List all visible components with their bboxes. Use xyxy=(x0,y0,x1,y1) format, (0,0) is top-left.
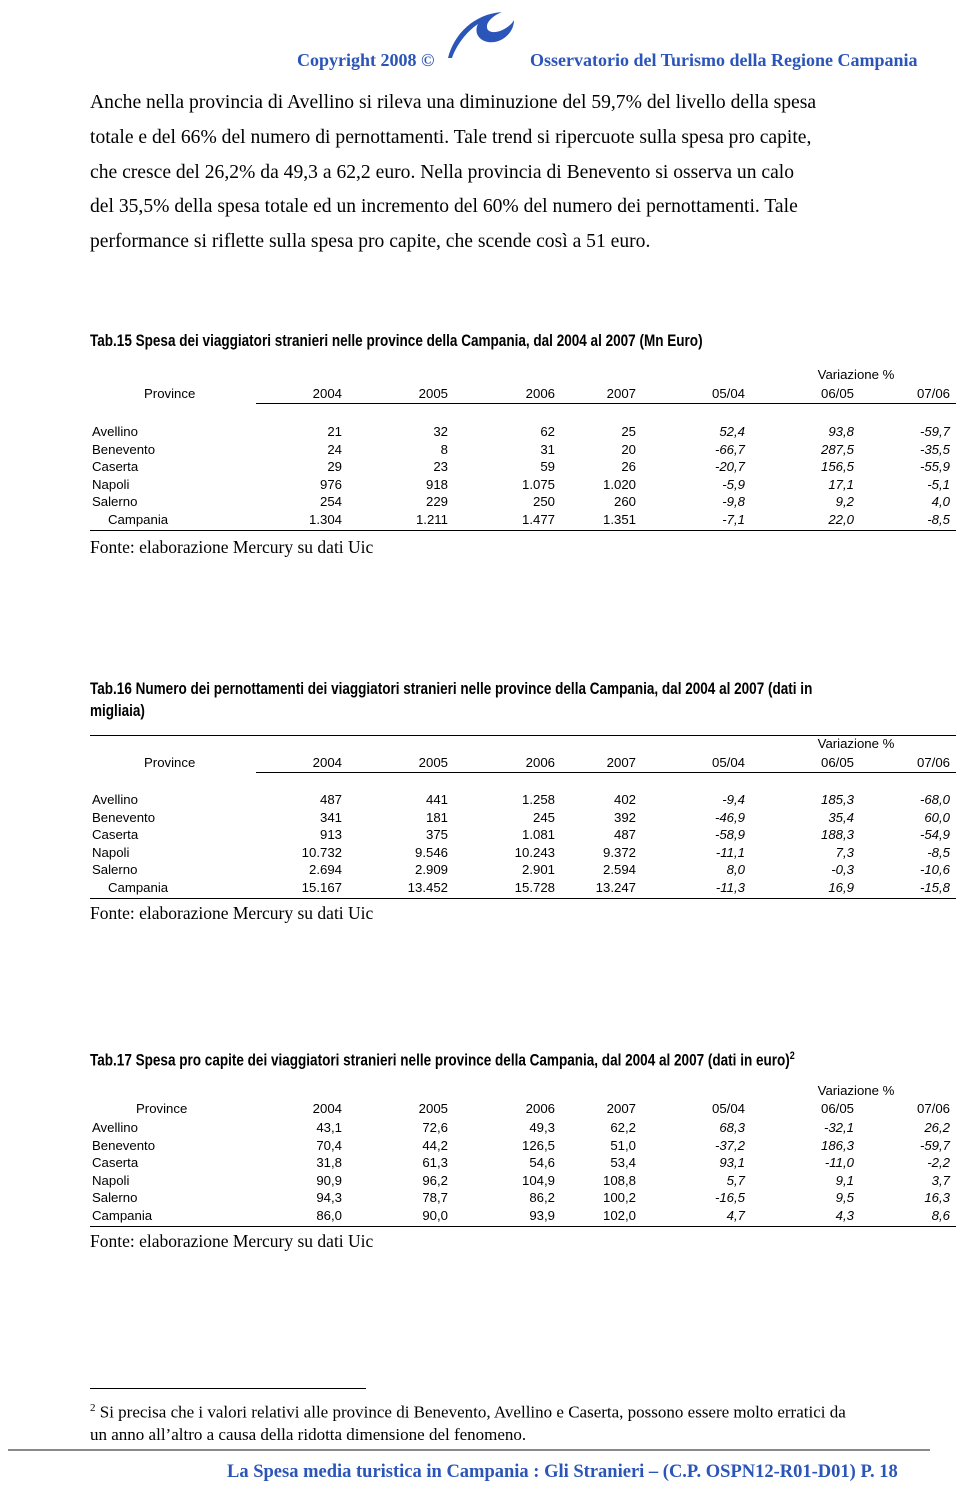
table-total-row xyxy=(90,879,956,897)
paragraph-line: che cresce del 26,2% da 49,3 a 62,2 euro. Nella provincia di Benevento si osserva un calo xyxy=(90,161,795,183)
table-cell: 96,2 xyxy=(422,1172,448,1188)
table-cell: 4,0 xyxy=(931,494,950,510)
table-total-row xyxy=(90,1207,956,1225)
table-cell: 31 xyxy=(540,441,555,457)
table-number: Tab.15 xyxy=(90,332,132,350)
column-header: 2006 xyxy=(525,386,555,401)
table-cell: 1.351 xyxy=(602,512,636,527)
table-cell: 32 xyxy=(433,424,448,439)
table-bottom-rule xyxy=(90,530,956,531)
table-cell: 1.075 xyxy=(521,476,555,492)
table-cell: -46,9 xyxy=(714,809,745,825)
table-cell: -35,5 xyxy=(919,441,950,457)
table-cell: 2.901 xyxy=(521,862,555,878)
table-cell: 62,2 xyxy=(610,1120,636,1135)
table-cell: 287,5 xyxy=(820,441,854,457)
table-header-row xyxy=(90,754,956,772)
table-cell: 9,2 xyxy=(835,494,854,510)
row-label: Avellino xyxy=(92,1120,138,1135)
row-label: Caserta xyxy=(92,1155,139,1171)
table-row xyxy=(90,1189,956,1207)
column-header-province: Province xyxy=(136,1101,188,1116)
table-row xyxy=(90,476,956,494)
table-cell: 250 xyxy=(532,494,555,510)
table-cell: 68,3 xyxy=(719,1120,745,1135)
table-cell: -5,9 xyxy=(722,476,745,492)
table-cell: 61,3 xyxy=(422,1155,448,1171)
table-cell: -5,1 xyxy=(927,476,950,492)
row-label: Caserta xyxy=(92,827,139,843)
table-cell: 86,2 xyxy=(529,1190,555,1206)
column-header: 2005 xyxy=(418,755,448,770)
table-cell: 1.258 xyxy=(521,792,555,807)
variazione-label: Variazione % xyxy=(817,367,895,382)
table-cell: 1.211 xyxy=(415,512,448,527)
table-15-source: Fonte: elaborazione Mercury su dati Uic xyxy=(90,537,374,557)
table-row xyxy=(90,458,956,476)
table-cell: -9,8 xyxy=(722,494,745,510)
table-16-source: Fonte: elaborazione Mercury su dati Uic xyxy=(90,903,374,923)
table-cell: 976 xyxy=(319,476,342,492)
table-cell: 918 xyxy=(425,476,448,492)
table-cell: 90,0 xyxy=(422,1208,448,1223)
table-header-row xyxy=(90,385,956,403)
paragraph-line: totale e del 66% del numero di pernottamenti. Tale trend si ripercuote sulla spesa pro capite, xyxy=(90,126,812,148)
table-cell: 70,4 xyxy=(316,1137,342,1153)
table-cell: 10.732 xyxy=(301,844,342,860)
table-cell: 59 xyxy=(540,459,555,475)
table-cell: -55,9 xyxy=(919,459,950,475)
table-cell: -7,1 xyxy=(722,512,745,527)
table-cell: 341 xyxy=(319,809,342,825)
table-cell: 78,7 xyxy=(422,1190,448,1206)
table-row xyxy=(90,423,956,441)
table-cell: 254 xyxy=(319,494,342,510)
table-cell: 51,0 xyxy=(610,1137,636,1153)
table-15 xyxy=(90,366,956,536)
table-cell: 2.909 xyxy=(414,862,448,878)
row-label: Caserta xyxy=(92,459,139,475)
table-cell: 9.372 xyxy=(602,844,636,860)
table-cell: -9,4 xyxy=(722,792,745,807)
table-cell: 10.243 xyxy=(514,844,555,860)
table-cell: 15.167 xyxy=(301,880,342,895)
table-cell: 8,0 xyxy=(726,862,745,878)
table-cell: 487 xyxy=(613,827,636,843)
footnote-marker: 2 xyxy=(90,1402,96,1414)
table-cell: 375 xyxy=(425,827,448,843)
table-cell: 93,8 xyxy=(828,424,854,439)
column-header: 06/05 xyxy=(820,386,854,401)
table-cell: 26,2 xyxy=(924,1120,950,1135)
table-row xyxy=(90,1119,956,1137)
table-cell: 2.694 xyxy=(308,862,342,878)
column-header: 05/04 xyxy=(711,755,745,770)
variazione-label: Variazione % xyxy=(817,1083,895,1098)
wave-logo-icon xyxy=(444,4,520,60)
table-cell: 156,5 xyxy=(820,459,854,475)
table-cell: 17,1 xyxy=(828,476,854,492)
column-header: 07/06 xyxy=(916,1101,950,1116)
column-header-province: Province xyxy=(144,386,196,401)
table-cell: 93,1 xyxy=(719,1155,745,1171)
row-label: Avellino xyxy=(92,792,138,807)
table-cell: 392 xyxy=(613,809,636,825)
table-cell: 21 xyxy=(327,424,342,439)
table-cell: 186,3 xyxy=(820,1137,854,1153)
table-cell: -16,5 xyxy=(714,1190,745,1206)
column-header: 2007 xyxy=(606,755,636,770)
copyright-text: Copyright 2008 © xyxy=(297,50,435,70)
row-label: Benevento xyxy=(92,1137,156,1153)
column-header: 2006 xyxy=(525,755,555,770)
table-cell: 16,3 xyxy=(924,1190,950,1206)
table-cell: 402 xyxy=(613,792,636,807)
table-cell: 43,1 xyxy=(316,1120,342,1135)
row-label: Napoli xyxy=(92,476,130,492)
table-cell: 188,3 xyxy=(820,827,854,843)
table-cell: 22,0 xyxy=(828,512,854,527)
table-cell: 20 xyxy=(621,441,636,457)
table-cell: 185,3 xyxy=(820,792,854,807)
header-rule xyxy=(256,403,956,404)
table-bottom-rule xyxy=(90,1226,956,1227)
column-header: 06/05 xyxy=(820,1101,854,1116)
table-cell: 1.020 xyxy=(602,476,636,492)
table-cell: 229 xyxy=(425,494,448,510)
table-cell: 100,2 xyxy=(602,1190,636,1206)
table-cell: -66,7 xyxy=(714,441,745,457)
table-cell: 3,7 xyxy=(931,1172,950,1188)
table-cell: 49,3 xyxy=(529,1120,555,1135)
table-cell: 7,3 xyxy=(835,844,854,860)
table-cell: 441 xyxy=(425,792,448,807)
paragraph-line: del 35,5% della spesa totale ed un incremento del 60% del numero dei pernottamenti. Tale xyxy=(90,196,798,218)
table-row xyxy=(90,826,956,844)
table-row xyxy=(90,1154,956,1172)
table-cell: -11,3 xyxy=(715,880,745,895)
row-label: Napoli xyxy=(92,1172,130,1188)
table-cell: 13.247 xyxy=(595,880,636,895)
table-cell: 1.081 xyxy=(521,827,555,843)
column-header: 2004 xyxy=(312,1101,342,1116)
row-label: Salerno xyxy=(92,1190,138,1206)
table-cell: 9,5 xyxy=(835,1190,854,1206)
row-label: Napoli xyxy=(92,844,130,860)
variazione-label: Variazione % xyxy=(817,736,895,751)
column-header: 07/06 xyxy=(916,755,950,770)
table-cell: 54,6 xyxy=(529,1155,555,1171)
table-cell: 260 xyxy=(613,494,636,510)
table-cell: 24 xyxy=(327,441,342,457)
footnote-ref: 2 xyxy=(789,1050,795,1062)
column-header: 2005 xyxy=(418,386,448,401)
body-paragraph xyxy=(90,86,950,260)
column-header-province: Province xyxy=(144,755,196,770)
table-17 xyxy=(90,1082,956,1232)
table-cell: 15.728 xyxy=(514,880,555,895)
table-cell: 26 xyxy=(621,459,636,475)
footnote-text: Si precisa che i valori relativi alle province di Benevento, Avellino e Caserta, possono essere molto erratici da xyxy=(95,1402,846,1422)
table-number: Tab.16 xyxy=(90,680,132,698)
table-cell: 52,4 xyxy=(719,424,745,439)
footnote-divider xyxy=(90,1388,366,1389)
column-header: 05/04 xyxy=(711,386,745,401)
table-cell: -2,2 xyxy=(927,1155,950,1171)
table-row xyxy=(90,791,956,809)
table-cell: 126,5 xyxy=(521,1137,555,1153)
table-cell: 8 xyxy=(440,441,448,457)
table-row xyxy=(90,861,956,879)
table-caption: Spesa pro capite dei viaggiatori stranieri nelle province della Campania, dal 2004 al 2007 (dati in euro) xyxy=(131,1051,790,1070)
table-cell: 60,0 xyxy=(924,809,950,825)
table-caption-line2: migliaia) xyxy=(90,702,145,720)
table-number: Tab.17 xyxy=(90,1051,132,1070)
table-cell: 31,8 xyxy=(316,1155,342,1171)
table-cell: -11,0 xyxy=(824,1155,854,1171)
table-total-row xyxy=(90,511,956,529)
paragraph-line: Anche nella provincia di Avellino si rileva una diminuzione del 59,7% del livello della spesa xyxy=(90,92,817,113)
table-cell: 102,0 xyxy=(602,1208,636,1223)
table-cell: -8,5 xyxy=(927,844,950,860)
table-17-source: Fonte: elaborazione Mercury su dati Uic xyxy=(90,1231,374,1251)
row-label: Salerno xyxy=(92,494,138,510)
table-cell: 4,3 xyxy=(835,1208,854,1223)
table-cell: 2.594 xyxy=(602,862,636,878)
table-cell: 5,7 xyxy=(726,1172,745,1188)
page-header xyxy=(0,0,960,80)
table-cell: 62 xyxy=(540,424,555,439)
table-cell: 93,9 xyxy=(529,1208,555,1223)
table-cell: 35,4 xyxy=(828,809,854,825)
table-cell: -68,0 xyxy=(919,792,950,807)
table-16 xyxy=(90,735,956,905)
table-cell: 72,6 xyxy=(422,1120,448,1135)
table-row xyxy=(90,1172,956,1190)
table-caption: Numero dei pernottamenti dei viaggiatori stranieri nelle province della Campania, dal 2004 al 2007 (dati in xyxy=(131,680,813,698)
table-cell: -8,5 xyxy=(927,512,950,527)
column-header: 2004 xyxy=(312,386,342,401)
table-caption: Spesa dei viaggiatori stranieri nelle province della Campania, dal 2004 al 2007 (Mn Euro) xyxy=(131,332,703,350)
table-cell: 108,8 xyxy=(602,1172,636,1188)
table-header-row xyxy=(90,1100,956,1118)
table-cell: 487 xyxy=(319,792,342,807)
table-cell: 25 xyxy=(621,424,636,439)
table-15-title xyxy=(90,330,951,352)
table-cell: 9.546 xyxy=(414,844,448,860)
row-label: Benevento xyxy=(92,809,156,825)
footnote-text-line2: un anno all’altro a causa della ridotta dimensione del fenomeno. xyxy=(90,1424,527,1444)
table-top-rule xyxy=(90,735,956,736)
table-row xyxy=(90,844,956,862)
table-cell: 245 xyxy=(532,809,555,825)
table-cell: -15,8 xyxy=(919,880,950,895)
column-header: 06/05 xyxy=(820,755,854,770)
column-header: 2005 xyxy=(418,1101,448,1116)
paragraph-line: performance si riflette sulla spesa pro capite, che scende così a 51 euro. xyxy=(90,231,651,253)
footer-divider xyxy=(8,1449,930,1451)
table-cell: 181 xyxy=(425,809,448,825)
column-header: 2006 xyxy=(525,1101,555,1116)
table-bottom-rule xyxy=(90,898,956,899)
table-cell: -20,7 xyxy=(714,459,745,475)
table-17-title xyxy=(90,1045,951,1072)
table-cell: -0,3 xyxy=(831,862,854,878)
table-row xyxy=(90,493,956,511)
column-header: 05/04 xyxy=(711,1101,745,1116)
table-cell: -58,9 xyxy=(714,827,745,843)
table-cell: 90,9 xyxy=(316,1172,342,1188)
table-cell: 53,4 xyxy=(610,1155,636,1171)
column-header: 2007 xyxy=(606,386,636,401)
row-label: Avellino xyxy=(92,424,138,439)
footnote xyxy=(90,1397,950,1446)
page-footer: La Spesa media turistica in Campania : Gli Stranieri – (C.P. OSPN12-R01-D01) P. 18 xyxy=(227,1462,898,1482)
table-cell: 1.477 xyxy=(521,512,555,527)
table-cell: -59,7 xyxy=(919,424,950,439)
table-cell: 86,0 xyxy=(316,1208,342,1223)
table-cell: 16,9 xyxy=(828,880,854,895)
table-cell: 8,6 xyxy=(931,1208,950,1223)
table-cell: -54,9 xyxy=(919,827,950,843)
table-cell: -59,7 xyxy=(919,1137,950,1153)
organization-name: Osservatorio del Turismo della Regione Campania xyxy=(530,50,918,70)
table-cell: 1.304 xyxy=(308,512,342,527)
table-cell: -11,1 xyxy=(715,844,745,860)
table-cell: 44,2 xyxy=(422,1137,448,1153)
row-label: Campania xyxy=(108,512,169,527)
table-cell: -32,1 xyxy=(823,1120,854,1135)
table-row xyxy=(90,1137,956,1155)
table-cell: 23 xyxy=(433,459,448,475)
table-cell: 9,1 xyxy=(835,1172,854,1188)
row-label: Salerno xyxy=(92,862,138,878)
row-label: Campania xyxy=(108,880,169,895)
column-header: 2004 xyxy=(312,755,342,770)
column-header: 07/06 xyxy=(916,386,950,401)
row-label: Benevento xyxy=(92,441,156,457)
table-cell: -10,6 xyxy=(919,862,950,878)
column-header: 2007 xyxy=(606,1101,636,1116)
table-cell: 913 xyxy=(319,827,342,843)
table-cell: 94,3 xyxy=(316,1190,342,1206)
table-16-title xyxy=(90,678,951,722)
table-row xyxy=(90,809,956,827)
row-label: Campania xyxy=(92,1208,153,1223)
table-cell: 29 xyxy=(327,459,342,475)
header-rule xyxy=(256,772,956,773)
table-cell: 104,9 xyxy=(521,1172,555,1188)
table-cell: 13.452 xyxy=(407,880,448,895)
table-row xyxy=(90,441,956,459)
table-cell: 4,7 xyxy=(726,1208,745,1223)
table-cell: -37,2 xyxy=(714,1137,745,1153)
